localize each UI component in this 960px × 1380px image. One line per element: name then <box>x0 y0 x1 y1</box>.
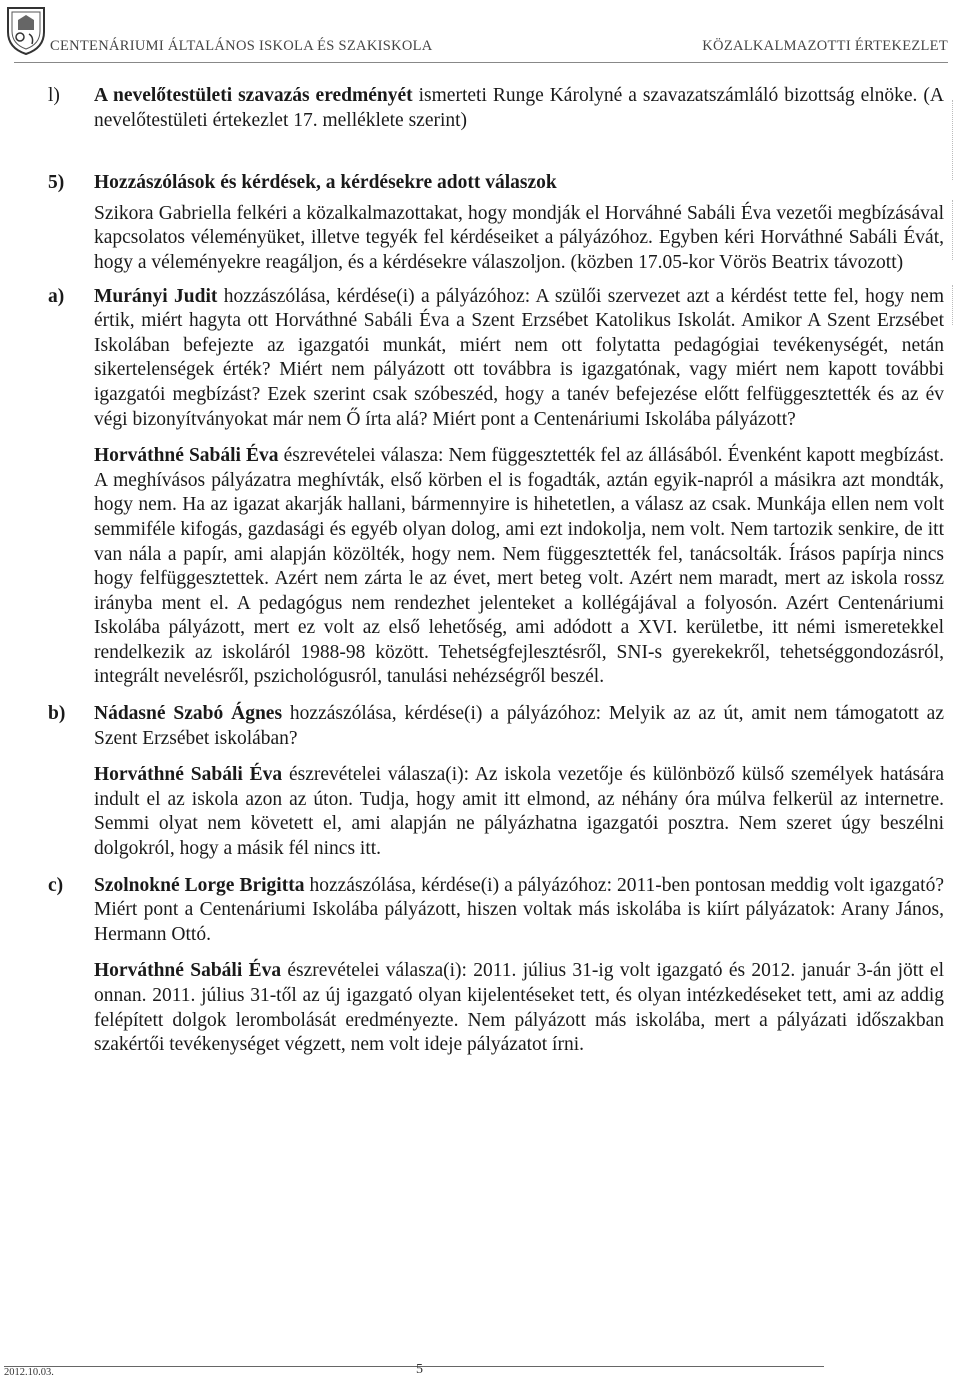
section-number: 5) <box>48 172 65 194</box>
reply-b <box>94 763 944 861</box>
item-bold-text: A nevelőtestületi szavazás eredményét <box>94 85 413 106</box>
reply-text: észrevételei válasza(i): Az iskola vezetője és különböző külső személyek hatására indult el az iskola azon az úton. Tudja, hogy amit itt elmond, az néhány óra múlva felkerül az internetre. Semmi olyat nem követett el, ami alapján ne pályázhatna igazgatói posztra. Nem szeret úgy beszélni dolgokról, hogy a másik fél nincs itt. <box>94 764 944 860</box>
item-a <box>48 285 944 433</box>
item-b-label: b) <box>48 703 66 725</box>
reply-name: Horváthné Sabáli Éva <box>94 445 279 467</box>
reply-text: észrevételei válasza(i): 2011. július 31-ig volt igazgató és 2012. január 3-án jött el onnan. 2011. július 31-től az új igazgató olyan kijelentéseket tett, és olyan intézkedéseket tett, ami az addig felépített dolgok lerombolását eredményezte. Nem pályázott más iskolába, mert a pályázati időszakban szakértői tevékenységet végzett, nem volt ideje pályázatot írni. <box>94 960 944 1056</box>
margin-ruler-mark <box>952 100 954 180</box>
reply-text: észrevételei válasza: Nem függesztették fel az állásából. Évenként kapott megbízást. A meghívásos pályázatra meghívták, első körben el is fogadták, aztán egyik-napról a másikra azt mondták, hogy nem. Ha az igazat akarják hallani, bármennyire is hihetetlen, a válasz az csak. Munkája ellen nem volt semmiféle kifogás, gazdasági és egyéb olyan dolog, ami ezt indokolja, nem volt. Nem tartozik senkire, de itt van nála a papír, ami alapján közölték, hogy nem. Nem függesztették fel, tanácsolták. Írásos papírja nincs hogy felfüggesztettek. Azért nem zárta le az évet, mert beteg volt. Azért nem maradt, mert az iskola rossz irányba ment el. A pedagógus nem rendezhet jelenteket a kollégájával a folyosón. Azért Centenáriumi Iskolába pályázott, mert ez volt az első lehetőség, ami adódott a XVI. kerületbe, itt némi ismeretekkel rendelkezik az iskoláról 1988-98 között. Tehetségfejlesztésről, SNI-s gyerekekről, tehetséggondozásról, integrált nevelésről, pszichológusról, tanulási nehézségről beszél. <box>94 445 944 688</box>
item-l <box>48 84 944 133</box>
section-intro: Szikora Gabriella felkéri a közalkalmazottakat, hogy mondják el Horváhné Sabáli Éva vezetői megbízásával kapcsolatos véleményüket, illetve tegyék fel kérdéseiket a pályázóhoz. Egyben kéri Horváthné Sabáli Évát, hogy a véleményekre reagáljon, és a kérdésekre válaszoljon. (közben 17.05-kor Vörös Beatrix távozott) <box>94 202 944 273</box>
reply-name: Horváthné Sabáli Éva <box>94 764 283 786</box>
item-a-label: a) <box>48 285 65 307</box>
speaker-name: Szolnokné Lorge Brigitta <box>94 874 305 896</box>
school-logo <box>4 4 48 56</box>
footer-date: 2012.10.03. <box>4 1367 54 1378</box>
speaker-question: hozzászólása, kérdése(i) a pályázóhoz: A szülői szervezet azt a kérdést tette fel, hogy nem értik, miért hagyta ott Horváthné Sabáli Éva a Szent Erzsébet Katolikus Iskolát. Amikor A Szent Erzsébet Iskolában befejezte az igazgatói munkát, miért nem ott folytatta pedagógiai tevékenységét, netán sikertelenségek érték? Miért nem pályázott ott továbbra is igazgatónak, vagy miért nem kapott további igazgatói megbízást? Ezek szerint csak szóbeszéd, hogy a tanév befejezése előtt felfüggesztették és az év végi bizonyítványokat már nem Ő írta alá? Miért pont a Centenáriumi Iskolába pályázott? <box>94 285 944 430</box>
header-document-type: KÖZALKALMAZOTTI ÉRTEKEZLET <box>702 38 948 54</box>
page-number: 5 <box>416 1362 423 1377</box>
speaker-question: hozzászólása, kérdése(i) a pályázóhoz: 2011-ben pontosan meddig volt igazgató? Miért pont a Centenáriumi Iskolába pályázott, hiszen voltak más iskolába is kiírt pályázatok: Arany János, Hermann Ottó. <box>94 874 944 945</box>
section-title: Hozzászólások és kérdések, a kérdésekre adott válaszok <box>94 172 557 194</box>
item-b <box>48 702 944 751</box>
speaker-question: hozzászólása, kérdése(i) a pályázóhoz: Melyik az az út, amit nem támogatott az Szent Erzsébet iskolában? <box>94 703 944 749</box>
margin-ruler-mark <box>952 200 954 260</box>
reply-c <box>94 959 944 1057</box>
header-school-name: CENTENÁRIUMI ÁLTALÁNOS ISKOLA ÉS SZAKISKOLA <box>50 38 433 54</box>
section-5-heading <box>48 171 944 196</box>
margin-ruler-mark <box>952 285 954 325</box>
reply-a <box>94 444 944 690</box>
item-text: ismerteti Runge Károlyné a szavazatszámláló bizottság elnöke. (A nevelőtestületi értekezlet 17. melléklete szerint) <box>94 85 944 131</box>
item-c <box>48 874 944 948</box>
item-c-label: c) <box>48 874 64 896</box>
document-body <box>48 84 944 1058</box>
speaker-name: Nádasné Szabó Ágnes <box>94 703 283 725</box>
reply-name: Horváthné Sabáli Éva <box>94 960 282 982</box>
header-divider <box>14 62 948 63</box>
speaker-name: Murányi Judit <box>94 285 218 307</box>
item-label: l) <box>48 85 60 106</box>
footer-divider <box>4 1366 824 1367</box>
